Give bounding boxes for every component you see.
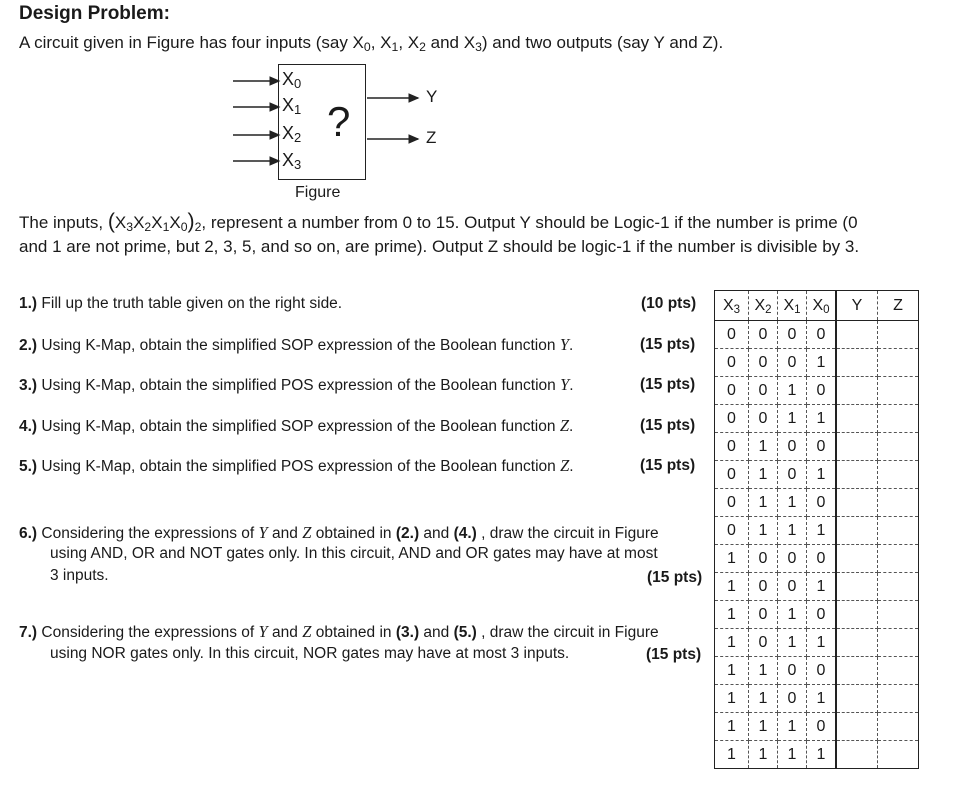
- cell-x1: 0: [778, 685, 807, 713]
- cell-x1: 1: [778, 741, 807, 769]
- cell-z-blank[interactable]: [878, 517, 919, 545]
- cell-x0: 1: [807, 349, 837, 377]
- cell-x2: 1: [749, 741, 778, 769]
- cell-z-blank[interactable]: [878, 405, 919, 433]
- cell-y-blank[interactable]: [836, 713, 878, 741]
- truth-table: [714, 290, 919, 769]
- cell-x1: 0: [778, 349, 807, 377]
- intro-text: A circuit given in Figure has four inputs (say $X_0$, $X_1$, $X_2$ and $X_3$) and two outputs (say Y and Z).: [19, 33, 724, 55]
- cell-x0: 1: [807, 685, 837, 713]
- table-row: [715, 545, 919, 573]
- figure-input-x2: $X_2$: [282, 123, 302, 146]
- table-row: [715, 685, 919, 713]
- cell-x1: 1: [778, 517, 807, 545]
- cell-x1: 0: [778, 321, 807, 349]
- header-x2: $X_2$: [749, 291, 778, 321]
- cell-z-blank[interactable]: [878, 741, 919, 769]
- cell-y-blank[interactable]: [836, 405, 878, 433]
- cell-x2: 1: [749, 433, 778, 461]
- paragraph-line-2: and 1 are not prime, but 2, 3, 5, and so on, are prime). Output Z should be logic-1 if the number is divisible by 3.: [19, 237, 860, 256]
- cell-x1: 1: [778, 601, 807, 629]
- header-y: Y: [836, 291, 878, 321]
- cell-x2: 1: [749, 685, 778, 713]
- cell-x3: 1: [715, 713, 749, 741]
- cell-x0: 0: [807, 657, 837, 685]
- figure-arrows: [0, 0, 976, 200]
- cell-x2: 1: [749, 517, 778, 545]
- figure-output-y: Y: [426, 87, 438, 106]
- cell-y-blank[interactable]: [836, 461, 878, 489]
- cell-y-blank[interactable]: [836, 629, 878, 657]
- table-row: [715, 461, 919, 489]
- cell-z-blank[interactable]: [878, 349, 919, 377]
- table-row: [715, 657, 919, 685]
- cell-z-blank[interactable]: [878, 629, 919, 657]
- cell-y-blank[interactable]: [836, 657, 878, 685]
- cell-x2: 1: [749, 461, 778, 489]
- cell-x0: 0: [807, 433, 837, 461]
- figure-input-x3: $X_3$: [282, 150, 302, 173]
- header-x3: $X_3$: [715, 291, 749, 321]
- header-x0: $X_0$: [807, 291, 837, 321]
- cell-x1: 0: [778, 433, 807, 461]
- table-row: [715, 713, 919, 741]
- cell-y-blank[interactable]: [836, 741, 878, 769]
- question-7-line-2: using NOR gates only. In this circuit, NOR gates may have at most 3 inputs.: [50, 645, 570, 662]
- question-3: 3.) Using K-Map, obtain the simplified POS expression of the Boolean function Y.: [19, 375, 574, 394]
- cell-x2: 0: [749, 545, 778, 573]
- cell-x3: 1: [715, 545, 749, 573]
- cell-x1: 0: [778, 461, 807, 489]
- cell-x3: 1: [715, 601, 749, 629]
- cell-x0: 1: [807, 573, 837, 601]
- cell-x1: 1: [778, 405, 807, 433]
- cell-x3: 0: [715, 489, 749, 517]
- table-row: [715, 517, 919, 545]
- cell-x1: 0: [778, 657, 807, 685]
- cell-x2: 1: [749, 657, 778, 685]
- cell-x2: 0: [749, 601, 778, 629]
- question-5-points: (15 pts): [640, 457, 696, 474]
- header-z: Z: [878, 291, 919, 321]
- cell-y-blank[interactable]: [836, 545, 878, 573]
- cell-x1: 0: [778, 545, 807, 573]
- figure-caption: Figure: [295, 184, 341, 201]
- cell-y-blank[interactable]: [836, 377, 878, 405]
- cell-x1: 0: [778, 573, 807, 601]
- cell-y-blank[interactable]: [836, 489, 878, 517]
- cell-z-blank[interactable]: [878, 321, 919, 349]
- table-row: [715, 629, 919, 657]
- question-6-line-1: 6.) Considering the expressions of Y and Z obtained in (2.) and (4.) , draw the circuit in Figure: [19, 523, 659, 542]
- cell-x0: 0: [807, 489, 837, 517]
- cell-z-blank[interactable]: [878, 489, 919, 517]
- figure-output-z: Z: [426, 128, 437, 147]
- cell-z-blank[interactable]: [878, 433, 919, 461]
- table-row: [715, 573, 919, 601]
- cell-x0: 0: [807, 545, 837, 573]
- cell-x2: 0: [749, 405, 778, 433]
- question-6-line-2: using AND, OR and NOT gates only. In this circuit, AND and OR gates may have at most: [50, 545, 658, 562]
- question-1-points: (10 pts): [641, 295, 697, 312]
- question-mark: ?: [327, 98, 351, 145]
- cell-x3: 0: [715, 349, 749, 377]
- table-row: [715, 321, 919, 349]
- cell-x3: 0: [715, 461, 749, 489]
- cell-x3: 1: [715, 741, 749, 769]
- cell-x2: 0: [749, 321, 778, 349]
- cell-x3: 0: [715, 321, 749, 349]
- cell-x0: 0: [807, 601, 837, 629]
- question-3-points: (15 pts): [640, 376, 696, 393]
- cell-x3: 0: [715, 405, 749, 433]
- question-4: 4.) Using K-Map, obtain the simplified SOP expression of the Boolean function Z.: [19, 416, 574, 435]
- question-6-points: (15 pts): [647, 569, 703, 586]
- cell-x3: 1: [715, 629, 749, 657]
- cell-y-blank[interactable]: [836, 349, 878, 377]
- cell-y-blank[interactable]: [836, 517, 878, 545]
- question-2: 2.) Using K-Map, obtain the simplified SOP expression of the Boolean function Y.: [19, 335, 574, 354]
- header-x1: $X_1$: [778, 291, 807, 321]
- page-title: Design Problem:: [19, 3, 170, 24]
- cell-x2: 1: [749, 489, 778, 517]
- cell-x3: 1: [715, 573, 749, 601]
- cell-z-blank[interactable]: [878, 377, 919, 405]
- cell-x1: 1: [778, 629, 807, 657]
- figure-input-x1: $X_1$: [282, 95, 302, 118]
- figure-input-x0: $X_0$: [282, 69, 302, 92]
- cell-z-blank[interactable]: [878, 713, 919, 741]
- cell-x2: 1: [749, 713, 778, 741]
- cell-x3: 1: [715, 685, 749, 713]
- cell-x0: 0: [807, 377, 837, 405]
- cell-x1: 1: [778, 713, 807, 741]
- cell-x1: 1: [778, 489, 807, 517]
- question-2-points: (15 pts): [640, 336, 696, 353]
- question-6-line-3: 3 inputs.: [50, 567, 109, 584]
- paragraph-line-1: The inputs, $(X_3X_2X_1X_0)_2$, represent a number from 0 to 15. Output Y should be Logic-1 if the number is prime (0: [19, 209, 858, 235]
- cell-x3: 0: [715, 377, 749, 405]
- cell-x3: 0: [715, 433, 749, 461]
- cell-z-blank[interactable]: [878, 545, 919, 573]
- cell-x1: 1: [778, 377, 807, 405]
- cell-x2: 0: [749, 629, 778, 657]
- cell-x2: 0: [749, 573, 778, 601]
- table-row: [715, 377, 919, 405]
- cell-x0: 0: [807, 713, 837, 741]
- cell-x3: 0: [715, 517, 749, 545]
- cell-z-blank[interactable]: [878, 657, 919, 685]
- cell-x0: 1: [807, 517, 837, 545]
- cell-y-blank[interactable]: [836, 685, 878, 713]
- table-row: [715, 433, 919, 461]
- cell-z-blank[interactable]: [878, 573, 919, 601]
- table-row: [715, 601, 919, 629]
- cell-x0: 1: [807, 629, 837, 657]
- table-row: [715, 489, 919, 517]
- cell-y-blank[interactable]: [836, 601, 878, 629]
- cell-z-blank[interactable]: [878, 601, 919, 629]
- table-row: [715, 741, 919, 769]
- cell-x0: 1: [807, 741, 837, 769]
- cell-y-blank[interactable]: [836, 321, 878, 349]
- table-row: [715, 349, 919, 377]
- cell-z-blank[interactable]: [878, 685, 919, 713]
- cell-x0: 1: [807, 405, 837, 433]
- question-5: 5.) Using K-Map, obtain the simplified POS expression of the Boolean function Z.: [19, 456, 574, 475]
- cell-y-blank[interactable]: [836, 433, 878, 461]
- cell-x2: 0: [749, 349, 778, 377]
- cell-x0: 1: [807, 461, 837, 489]
- question-7-points: (15 pts): [646, 646, 702, 663]
- question-7-line-1: 7.) Considering the expressions of Y and Z obtained in (3.) and (5.) , draw the circuit in Figure: [19, 622, 659, 641]
- question-4-points: (15 pts): [640, 417, 696, 434]
- cell-x0: 0: [807, 321, 837, 349]
- cell-z-blank[interactable]: [878, 461, 919, 489]
- cell-x3: 1: [715, 657, 749, 685]
- table-row: [715, 405, 919, 433]
- truth-table-header: [715, 291, 919, 321]
- question-1: 1.) Fill up the truth table given on the right side.: [19, 295, 343, 312]
- cell-y-blank[interactable]: [836, 573, 878, 601]
- cell-x2: 0: [749, 377, 778, 405]
